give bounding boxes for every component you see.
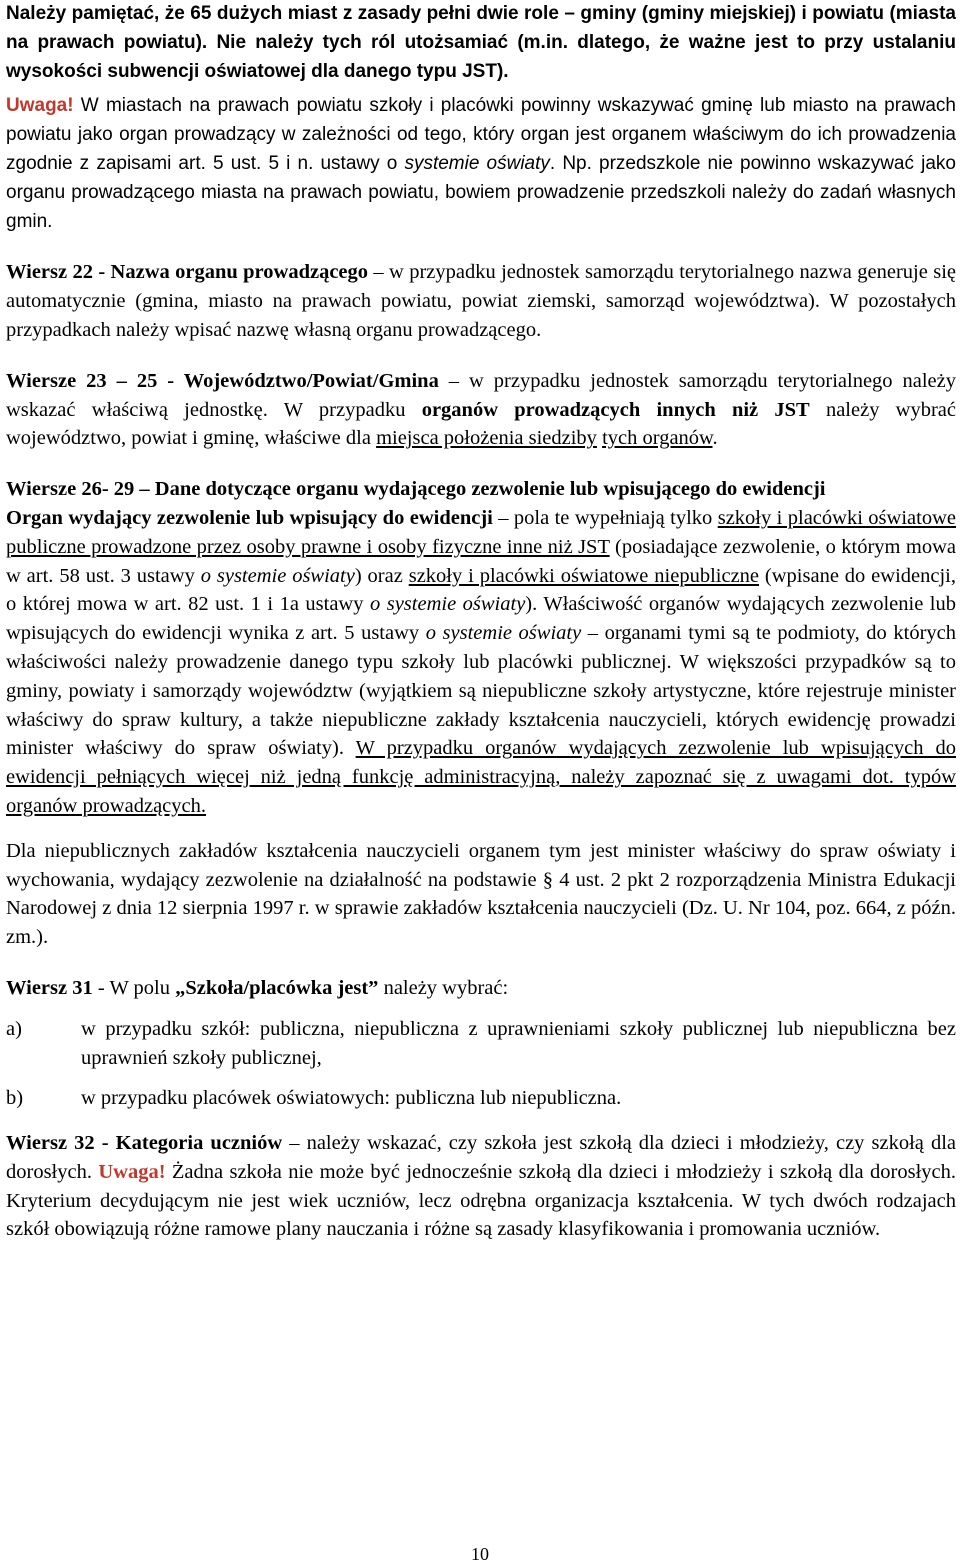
- page-number: 10: [471, 1544, 489, 1564]
- wiersze-23-25-heading: Wiersze 23 – 25 - Województwo/Powiat/Gmina: [6, 369, 439, 392]
- list-item-label: b): [6, 1087, 24, 1110]
- list-item: [6, 1015, 956, 1073]
- wiersz-31-options-list: [6, 1015, 956, 1113]
- paragraph-wiersz-32: Wiersz 32 - Kategoria uczniów – należy wskazać, czy szkoła jest szkołą dla dzieci i młodzieży, czy szkołą dla dorosłych. Uwaga! Żadna szkoła nie może być jednocześnie szkołą dla dzieci i młodzieży i szkołą dla dorosłych. Kryterium decydującym nie jest wiek uczniów, lecz odrębna organizacja kształcenia. W tych dwóch rodzajach szkół obowiązują różne ramowe plany nauczania i różne są zasady klasyfikowania i promowania uczniów.: [6, 1132, 956, 1241]
- wiersz-22-heading: Wiersz 22 - Nazwa organu prowadzącego: [6, 261, 369, 284]
- list-item-label: a): [6, 1017, 22, 1040]
- paragraph-cities-role: Należy pamiętać, że 65 dużych miast z zasady pełni dwie role – gminy (gminy miejskiej) i powiatu (miasta na prawach powiatu). Nie należy tych ról utożsamiać (m.in. dlatego, że ważne jest to przy ustalaniu wysokości subwencji oświatowej dla danego typu JST).: [6, 3, 956, 82]
- organ-wydajacy-heading: Organ wydający zezwolenie lub wpisujący do ewidencji: [6, 506, 493, 529]
- wiersz-32-heading: Wiersz 32 - Kategoria uczniów: [6, 1132, 283, 1155]
- wiersz-31-heading: Wiersz 31: [6, 976, 93, 999]
- list-item: [6, 1084, 956, 1113]
- list-item-text: w przypadku placówek oświatowych: publiczna lub niepubliczna.: [81, 1087, 622, 1110]
- wiersze-26-29-heading: Wiersze 26- 29 – Dane dotyczące organu wydającego zezwolenie lub wpisującego do ewidencji: [6, 478, 826, 501]
- paragraph-uwaga-cities: Uwaga! W miastach na prawach powiatu szkoły i placówki powinny wskazywać gminę lub miasto na prawach powiatu jako organ prowadzący w zależności od tego, który organ jest organem właściwym do ich prowadzenia zgodnie z zapisami art. 5 ust. 5 i n. ustawy o systemie oświaty. Np. przedszkole nie powinno wskazywać jako organu prowadzącego miasta na prawach powiatu, bowiem prowadzenie przedszkoli należy do zadań własnych gmin.: [6, 95, 956, 232]
- warning-label: Uwaga!: [98, 1160, 166, 1183]
- list-item-text: w przypadku szkół: publiczna, niepubliczna z uprawnieniami szkoły publicznej lub niepubliczna bez uprawnień szkoły publicznej,: [81, 1017, 956, 1069]
- paragraph-niepubliczne-zaklady: Dla niepublicznych zakładów kształcenia nauczycieli organem tym jest minister właściwy do spraw oświaty i wychowania, wydający zezwolenie na działalność na podstawie § 4 ust. 2 pkt 2 rozporządzenia Ministra Edukacji Narodowej z dnia 12 sierpnia 1997 r. w sprawie zakładów kształcenia nauczycieli (Dz. U. Nr 104, poz. 664, z późn. zm.).: [6, 839, 956, 949]
- paragraph-wiersz-22: Wiersz 22 - Nazwa organu prowadzącego – w przypadku jednostek samorządu terytorialnego nazwa generuje się automatycznie (gmina, miasto na prawach powiatu, powiat ziemski, samorząd województwa). W pozostałych przypadkach należy wpisać nazwę własną organu prowadzącego.: [6, 261, 956, 341]
- warning-label: Uwaga!: [6, 95, 74, 117]
- document-page: [6, 0, 956, 1244]
- paragraph-wiersze-23-25: Wiersze 23 – 25 - Województwo/Powiat/Gmina – w przypadku jednostek samorządu terytorialnego należy wskazać właściwą jednostkę. W przypadku organów prowadzących innych niż JST należy wybrać województwo, powiat i gminę, właściwe dla miejsca położenia siedziby tych organów.: [6, 369, 957, 450]
- paragraph-wiersz-31: Wiersz 31 - W polu „Szkoła/placówka jest” należy wybrać:: [6, 976, 509, 999]
- paragraph-organ-wydajacy: Organ wydający zezwolenie lub wpisujący do ewidencji – pola te wypełniają tylko szkoły i placówki oświatowe publiczne prowadzone przez osoby prawne i osoby fizyczne inne niż JST (posiadające zezwolenie, o którym mowa w art. 58 ust. 3 ustawy o systemie oświaty) oraz szkoły i placówki oświatowe niepubliczne (wpisane do ewidencji, o której mowa w art. 82 ust. 1 i 1a ustawy o systemie oświaty). Właściwość organów wydających zezwolenie lub wpisujących do ewidencji wynika z art. 5 ustawy o systemie oświaty – organami tymi są te podmioty, do których właściwości należy prowadzenie danego typu szkoły lub placówki publicznej. W większości przypadków są to gminy, powiaty i samorządy województw (wyjątkiem są niepubliczne szkoły artystyczne, które rejestruje minister właściwy do spraw kultury, a także niepubliczne zakłady kształcenia nauczycieli, których ewidencję prowadzi minister właściwy do spraw oświaty). W przypadku organów wydających zezwolenie lub wpisujących do ewidencji pełniących więcej niż jedną funkcję administracyjną, należy zapoznać się z uwagami dot. typów organów prowadzących.: [6, 506, 956, 817]
